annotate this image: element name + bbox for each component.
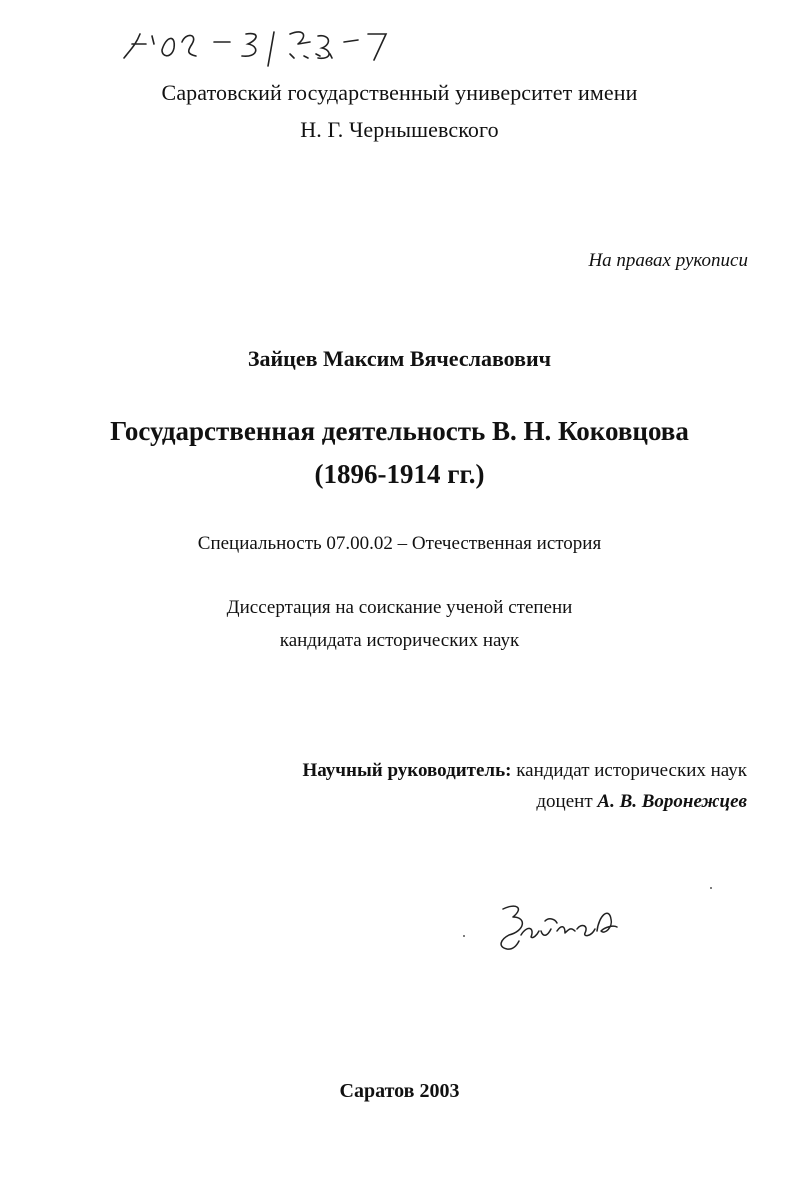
scan-speck	[463, 935, 465, 937]
university-name-line2: Н. Г. Чернышевского	[300, 117, 499, 142]
rights-note: На правах рукописи	[588, 250, 748, 271]
advisor-label: Научный руководитель:	[302, 760, 512, 781]
advisor-title: доцент	[536, 791, 598, 812]
city-year: Саратов 2003	[339, 1080, 460, 1102]
author-signature	[465, 895, 630, 957]
advisor-degree: кандидат исторических наук	[511, 760, 747, 781]
advisor-name: А. В. Воронежцев	[597, 791, 747, 812]
advisor-line1	[302, 760, 747, 782]
scan-speck	[710, 887, 712, 889]
author-name: Зайцев Максим Вячеславович	[247, 346, 552, 371]
dissertation-type-line2: кандидата исторических наук	[279, 630, 520, 651]
dissertation-title-line1: Государственная деятельность В. Н. Коковцова	[110, 416, 689, 446]
dissertation-title-line2: (1896-1914 гг.)	[314, 459, 485, 489]
dissertation-type-line1: Диссертация на соискание ученой степени	[226, 597, 573, 618]
specialty: Специальность 07.00.02 – Отечественная история	[197, 533, 602, 554]
university-name-line1: Саратовский государственный университет имени	[161, 80, 638, 105]
handwritten-catalog-code	[118, 14, 458, 74]
advisor-line2	[536, 791, 747, 813]
